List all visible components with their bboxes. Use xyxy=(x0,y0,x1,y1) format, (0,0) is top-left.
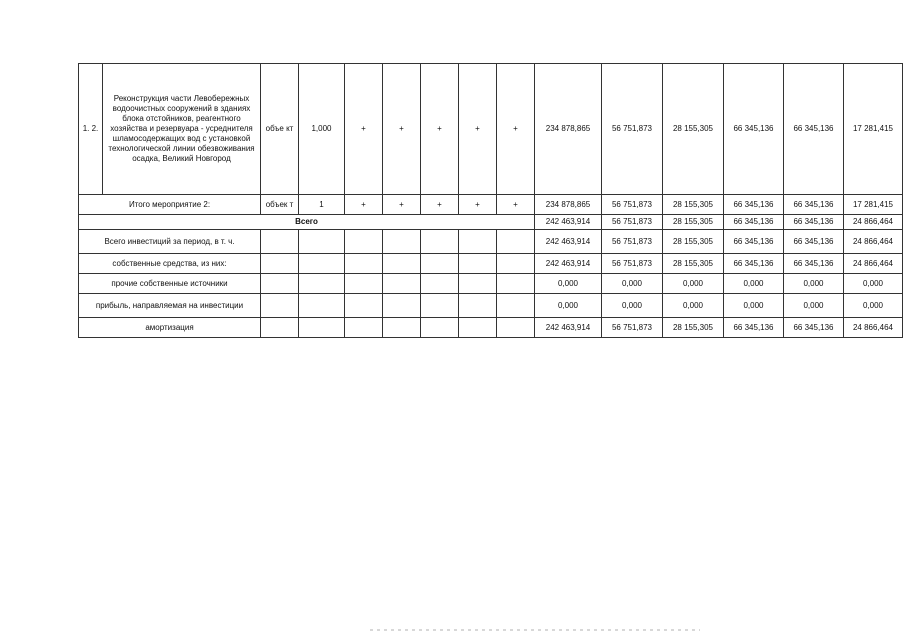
empty-cell xyxy=(497,294,535,318)
value-cell: 0,000 xyxy=(602,274,663,294)
empty-cell xyxy=(497,254,535,274)
empty-cell xyxy=(497,230,535,254)
value-cell: 24 866,464 xyxy=(844,230,903,254)
empty-cell xyxy=(345,274,383,294)
empty-cell xyxy=(459,230,497,254)
value-cell: 56 751,873 xyxy=(602,195,663,215)
value-cell: 56 751,873 xyxy=(602,64,663,195)
empty-cell xyxy=(421,318,459,338)
empty-cell xyxy=(497,318,535,338)
empty-cell xyxy=(459,294,497,318)
empty-cell xyxy=(459,274,497,294)
value-cell: 28 155,305 xyxy=(663,230,724,254)
value-cell: 234 878,865 xyxy=(535,64,602,195)
table-row xyxy=(79,254,903,274)
value-cell: 24 866,464 xyxy=(844,254,903,274)
value-cell: 66 345,136 xyxy=(784,230,844,254)
value-cell: 66 345,136 xyxy=(724,64,784,195)
unit-cell: объек т xyxy=(261,195,299,215)
table-row xyxy=(79,195,903,215)
empty-cell xyxy=(261,294,299,318)
table-row xyxy=(79,294,903,318)
value-cell: 242 463,914 xyxy=(535,215,602,230)
value-cell: 66 345,136 xyxy=(784,318,844,338)
table-row xyxy=(79,215,903,230)
total-label: Всего xyxy=(79,215,535,230)
value-cell: 28 155,305 xyxy=(663,195,724,215)
mark-cell: + xyxy=(421,195,459,215)
faded-footer-line xyxy=(370,629,700,631)
value-cell: 56 751,873 xyxy=(602,215,663,230)
mark-cell: + xyxy=(459,64,497,195)
empty-cell xyxy=(299,318,345,338)
value-cell: 66 345,136 xyxy=(724,230,784,254)
value-cell: 24 866,464 xyxy=(844,318,903,338)
empty-cell xyxy=(345,230,383,254)
value-cell: 28 155,305 xyxy=(663,215,724,230)
value-cell: 24 866,464 xyxy=(844,215,903,230)
unit-cell: объе кт xyxy=(261,64,299,195)
mark-cell: + xyxy=(383,195,421,215)
empty-cell xyxy=(383,230,421,254)
empty-cell xyxy=(299,294,345,318)
empty-cell xyxy=(261,274,299,294)
table-row xyxy=(79,318,903,338)
quantity-cell: 1 xyxy=(299,195,345,215)
value-cell: 66 345,136 xyxy=(784,215,844,230)
value-cell: 66 345,136 xyxy=(724,254,784,274)
empty-cell xyxy=(299,254,345,274)
row-label: прибыль, направляемая на инвестиции xyxy=(79,294,261,318)
value-cell: 0,000 xyxy=(784,274,844,294)
empty-cell xyxy=(345,254,383,274)
empty-cell xyxy=(459,254,497,274)
value-cell: 242 463,914 xyxy=(535,230,602,254)
value-cell: 56 751,873 xyxy=(602,230,663,254)
empty-cell xyxy=(261,318,299,338)
value-cell: 234 878,865 xyxy=(535,195,602,215)
empty-cell xyxy=(497,274,535,294)
project-name: Реконструкция части Левобережных водоочистных сооружений в зданиях блока отстойников, реагентного хозяйства и резервуара - усреднителя шламосодержащих вод с установкой технологической линии обезвоживания осадка, Великий Новгород xyxy=(103,64,261,195)
mark-cell: + xyxy=(497,195,535,215)
table-row xyxy=(79,230,903,254)
value-cell: 0,000 xyxy=(663,274,724,294)
mark-cell: + xyxy=(345,195,383,215)
mark-cell: + xyxy=(459,195,497,215)
value-cell: 28 155,305 xyxy=(663,318,724,338)
value-cell: 66 345,136 xyxy=(784,195,844,215)
empty-cell xyxy=(421,230,459,254)
value-cell: 0,000 xyxy=(602,294,663,318)
value-cell: 56 751,873 xyxy=(602,254,663,274)
row-number: 1. 2. xyxy=(79,64,103,195)
value-cell: 28 155,305 xyxy=(663,64,724,195)
empty-cell xyxy=(421,254,459,274)
empty-cell xyxy=(261,254,299,274)
empty-cell xyxy=(261,230,299,254)
empty-cell xyxy=(421,274,459,294)
mark-cell: + xyxy=(497,64,535,195)
value-cell: 0,000 xyxy=(663,294,724,318)
value-cell: 0,000 xyxy=(724,294,784,318)
empty-cell xyxy=(383,274,421,294)
empty-cell xyxy=(383,318,421,338)
value-cell: 242 463,914 xyxy=(535,318,602,338)
value-cell: 0,000 xyxy=(724,274,784,294)
row-label: собственные средства, из них: xyxy=(79,254,261,274)
investment-table xyxy=(78,63,903,338)
value-cell: 0,000 xyxy=(535,294,602,318)
value-cell: 0,000 xyxy=(844,294,903,318)
table-row xyxy=(79,64,903,195)
empty-cell xyxy=(421,294,459,318)
mark-cell: + xyxy=(383,64,421,195)
value-cell: 0,000 xyxy=(535,274,602,294)
quantity-cell: 1,000 xyxy=(299,64,345,195)
row-label: прочие собственные источники xyxy=(79,274,261,294)
empty-cell xyxy=(459,318,497,338)
value-cell: 56 751,873 xyxy=(602,318,663,338)
mark-cell: + xyxy=(345,64,383,195)
row-label: амортизация xyxy=(79,318,261,338)
mark-cell: + xyxy=(421,64,459,195)
value-cell: 17 281,415 xyxy=(844,195,903,215)
value-cell: 66 345,136 xyxy=(724,195,784,215)
value-cell: 28 155,305 xyxy=(663,254,724,274)
value-cell: 66 345,136 xyxy=(724,215,784,230)
empty-cell xyxy=(383,294,421,318)
empty-cell xyxy=(383,254,421,274)
empty-cell xyxy=(299,230,345,254)
value-cell: 0,000 xyxy=(844,274,903,294)
value-cell: 0,000 xyxy=(784,294,844,318)
empty-cell xyxy=(345,294,383,318)
value-cell: 66 345,136 xyxy=(724,318,784,338)
row-label: Всего инвестиций за период, в т. ч. xyxy=(79,230,261,254)
empty-cell xyxy=(345,318,383,338)
value-cell: 66 345,136 xyxy=(784,64,844,195)
row-label: Итого мероприятие 2: xyxy=(79,195,261,215)
empty-cell xyxy=(299,274,345,294)
table-row xyxy=(79,274,903,294)
value-cell: 242 463,914 xyxy=(535,254,602,274)
value-cell: 66 345,136 xyxy=(784,254,844,274)
value-cell: 17 281,415 xyxy=(844,64,903,195)
